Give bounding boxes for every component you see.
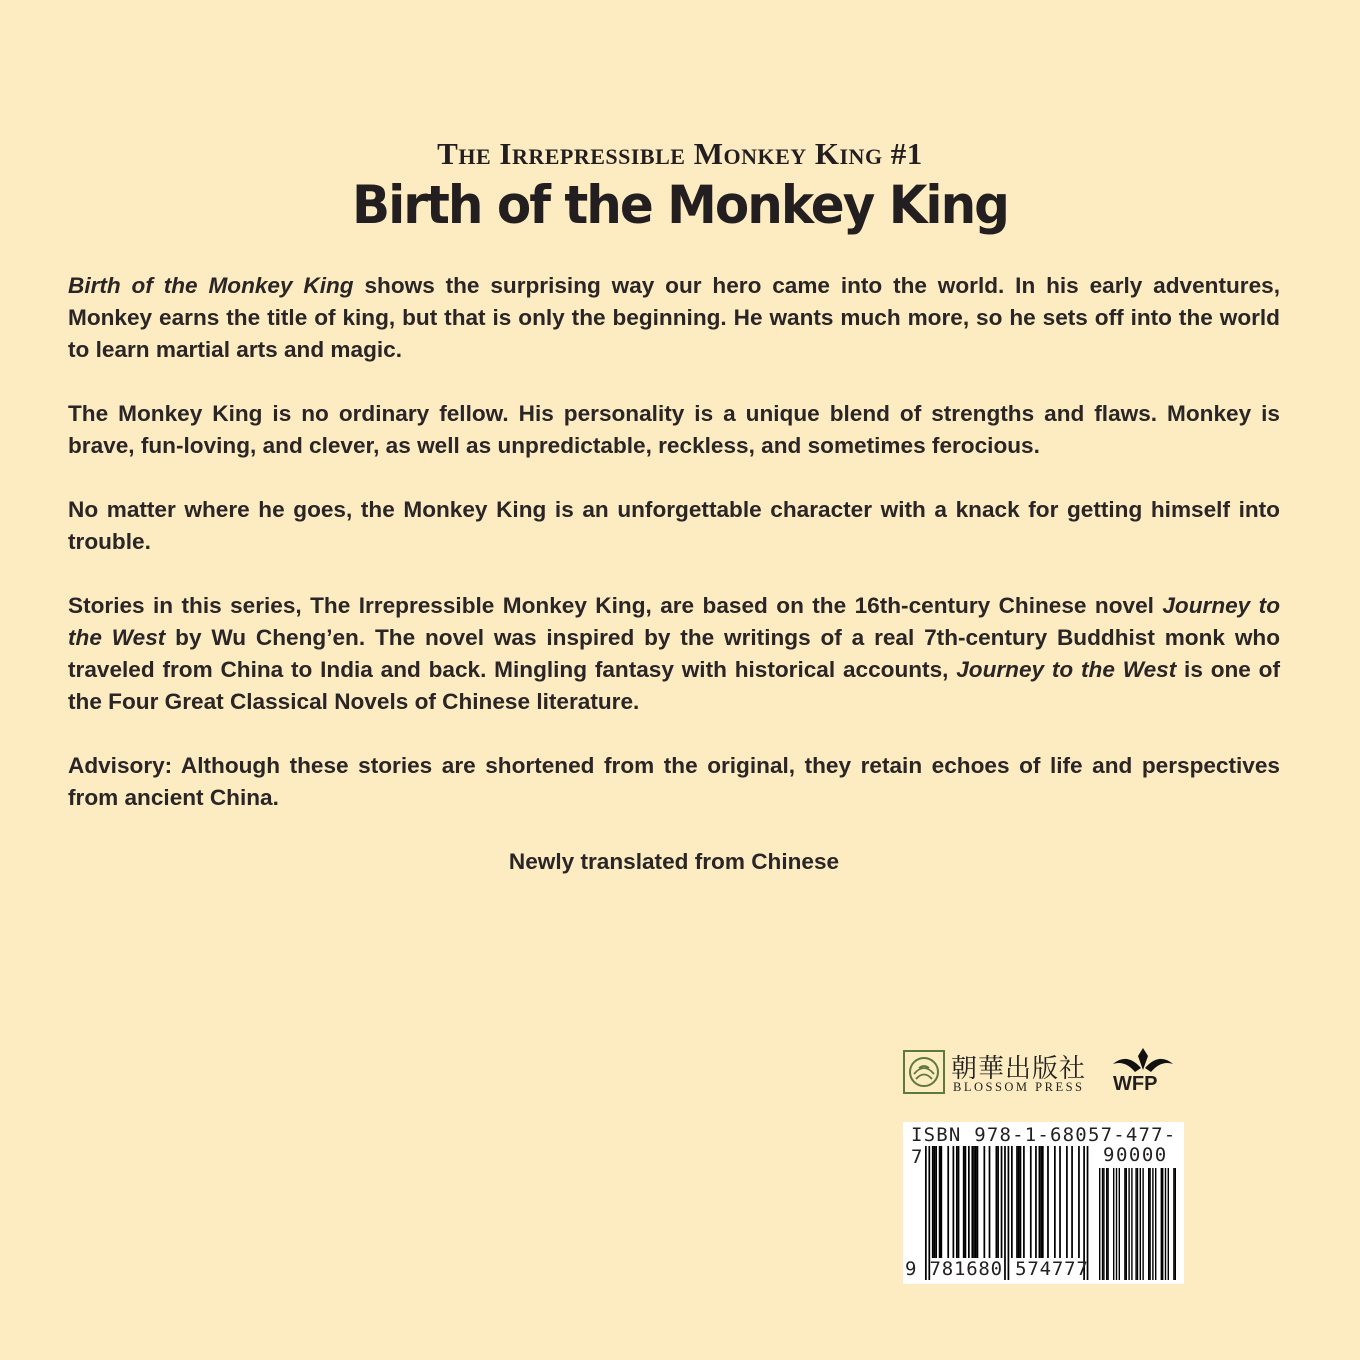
addon-bar xyxy=(1175,1168,1176,1280)
paragraph-2 xyxy=(68,398,1280,462)
addon-bar xyxy=(1116,1168,1117,1280)
blurb xyxy=(68,270,1280,910)
addon-bar xyxy=(1126,1168,1127,1280)
paragraph-4 xyxy=(68,590,1280,718)
addon-bar xyxy=(1131,1168,1132,1280)
italic-title-run: Journey to the West xyxy=(68,593,1280,650)
series-title: The Irrepressible Monkey King #1 xyxy=(437,136,923,171)
addon-bar xyxy=(1107,1168,1108,1280)
text-run: Advisory: Although these stories are shortened from the original, they retain echoes of life and perspectives from ancient China. xyxy=(68,753,1280,810)
text-run: No matter where he goes, the Monkey King is an unforgettable character with a knack for getting himself into trouble. xyxy=(68,497,1280,554)
addon-bar xyxy=(1173,1168,1174,1280)
text-run: Stories in this series, The Irrepressible Monkey King, are based on the 16th-century Chinese novel xyxy=(68,593,1163,618)
addon-bar xyxy=(1099,1168,1100,1280)
publisher-english-name: BLOSSOM PRESS xyxy=(953,1080,1085,1094)
addon-bar xyxy=(1113,1168,1114,1280)
addon-bar xyxy=(1161,1168,1162,1280)
text-run: is one of the Four Great Classical Novels of Chinese literature. xyxy=(68,657,1280,714)
addon-bar xyxy=(1168,1168,1169,1280)
book-title: Birth of the Monkey King xyxy=(352,174,1008,236)
paragraph-1 xyxy=(68,270,1280,366)
addon-bar xyxy=(1149,1168,1150,1280)
addon-bar xyxy=(1148,1168,1149,1280)
wfp-imprint: WFP xyxy=(1113,1073,1158,1095)
paragraph-advisory xyxy=(68,750,1280,814)
addon-bar xyxy=(1135,1168,1136,1280)
publisher-logos xyxy=(903,1046,1183,1102)
addon-bar xyxy=(1106,1168,1107,1280)
translation-credit: Newly translated from Chinese xyxy=(508,849,840,874)
addon-bar xyxy=(1137,1168,1138,1280)
addon-bar xyxy=(1162,1168,1163,1280)
isbn-label: ISBN 978-1-68057-477-7 xyxy=(911,1124,1177,1168)
addon-bar xyxy=(1165,1168,1166,1280)
blossom-press-seal-icon xyxy=(903,1050,945,1094)
text-run: shows the surprising way our hero came into the world. In his early adventures, Monkey earns the title of king, but that is only the beginning. He wants much more, so he sets off into the world to learn martial arts and magic. xyxy=(68,273,1280,362)
addon-bar xyxy=(1124,1168,1125,1280)
italic-title-run: Birth of the Monkey King xyxy=(68,273,354,298)
addon-bar xyxy=(1128,1168,1129,1280)
publisher-chinese-name: 朝華出版社 xyxy=(951,1054,1087,1084)
addon-bar xyxy=(1119,1168,1120,1280)
addon-bar xyxy=(1155,1168,1156,1280)
text-run: The Monkey King is no ordinary fellow. His personality is a unique blend of strengths and flaws. Monkey is brave, fun-loving, and clever, as well as unpredictable, reckless, and sometimes ferocious. xyxy=(68,401,1280,458)
ean-digits: 9 781680 574777 xyxy=(905,1258,1089,1280)
price-addon: 90000 xyxy=(1103,1144,1168,1166)
paragraph-3 xyxy=(68,494,1280,558)
addon-bar xyxy=(1102,1168,1103,1280)
addon-bar xyxy=(1142,1168,1143,1280)
text-run: by Wu Cheng’en. The novel was inspired by the writings of a real 7th-century Buddhist monk who traveled from China to India and back. Mingling fantasy with historical accounts, xyxy=(68,625,1280,682)
italic-title-run: Journey to the West xyxy=(956,657,1177,682)
addon-bar xyxy=(1152,1168,1153,1280)
addon-bar xyxy=(1103,1168,1104,1280)
addon-bar xyxy=(1140,1168,1141,1280)
isbn-barcode xyxy=(903,1122,1184,1284)
